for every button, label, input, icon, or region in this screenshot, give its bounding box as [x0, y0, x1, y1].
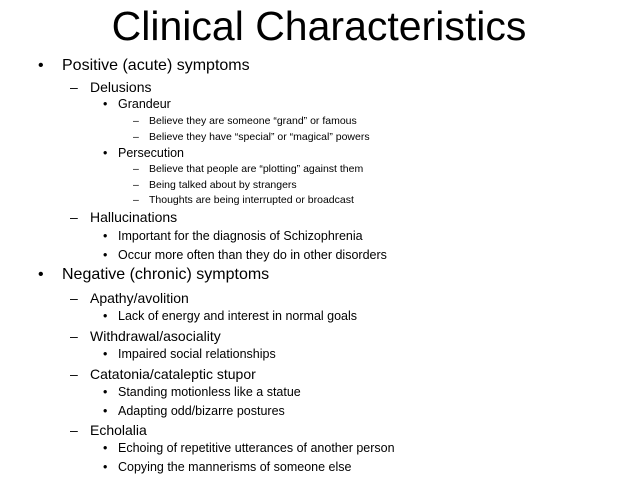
- item-label: Hallucinations: [90, 209, 178, 225]
- item-label: Catatonia/cataleptic stupor: [90, 366, 256, 382]
- item-label: Apathy/avolition: [90, 290, 189, 306]
- section-label: Positive (acute) symptoms: [62, 57, 250, 74]
- item-label: Withdrawal/asociality: [90, 328, 221, 344]
- slide-title: Clinical Characteristics: [111, 3, 527, 49]
- item-label: Delusions: [90, 79, 152, 95]
- section-label: Negative (chronic) symptoms: [62, 266, 270, 283]
- subitem-label: Persecution: [118, 146, 185, 160]
- item-label: Echolalia: [90, 422, 147, 438]
- slide: Clinical Characteristics • Positive (acute) symptoms – Delusions • Grandeur – Believe they are someone “grand” or famous – Believe they have “special” or “magical” powers • Persecution – Believe that people are “plotting” against them – Being talked about by strangers – Thoughts are being interrupted or broadcast – Hallucinations • Important for the diagnosis of Schizophrenia • Occur more often than they do in other disorders • Negative (chronic) symptoms – Apathy/avolition • Lack of energy and interest in normal goals – Withdrawal/asociality • Impaired social relationships – Catatonia/cataleptic stupor • Standing motionless like a statue • Adapting odd/bizarre postures – Echolalia • Echoing of repetitive utterances of another person • Copying the mannerisms of someone else: [0, 0, 638, 479]
- subitem-label: Grandeur: [118, 97, 171, 111]
